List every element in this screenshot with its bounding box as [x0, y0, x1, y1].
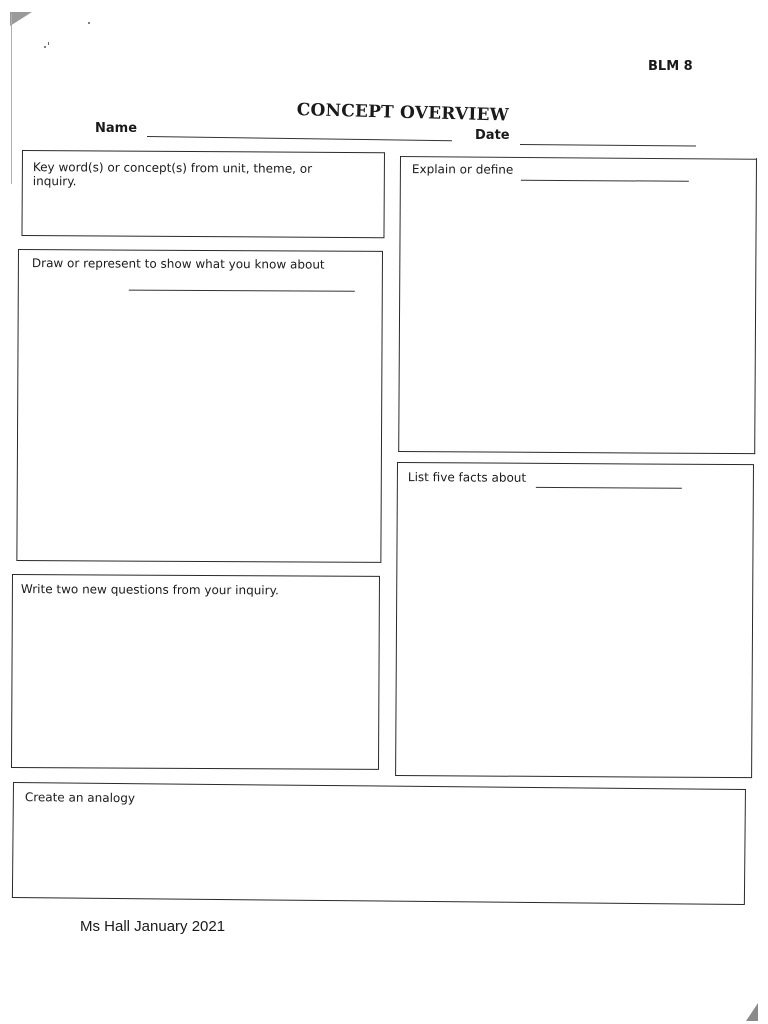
draw-box[interactable] [16, 249, 383, 563]
date-line[interactable] [520, 144, 696, 147]
footer-credit: Ms Hall January 2021 [80, 918, 226, 935]
page-corner-mark [746, 1003, 758, 1021]
draw-prompt: Draw or represent to show what you know about [31, 256, 325, 272]
explain-box[interactable] [398, 156, 757, 454]
scan-speck [48, 42, 49, 45]
page-corner-fold [10, 12, 32, 26]
scan-speck [88, 22, 90, 24]
page-title: CONCEPT OVERVIEW [296, 100, 510, 126]
draw-topic-line[interactable] [129, 290, 355, 292]
facts-prompt: List five facts about [407, 470, 527, 485]
keywords-box[interactable] [21, 150, 385, 238]
keywords-prompt: Key word(s) or concept(s) from unit, theme, or inquiry. [32, 160, 313, 189]
questions-box[interactable] [11, 574, 380, 770]
page-edge-shadow [11, 14, 12, 184]
analogy-box[interactable] [12, 782, 746, 905]
worksheet-code: BLM 8 [648, 59, 693, 74]
analogy-prompt: Create an analogy [24, 790, 136, 806]
date-label: Date [475, 128, 510, 143]
facts-box[interactable] [395, 462, 754, 778]
facts-topic-line[interactable] [536, 487, 682, 489]
explain-prompt: Explain or define [411, 162, 514, 177]
name-label: Name [95, 121, 138, 136]
name-line[interactable] [147, 136, 452, 141]
questions-prompt: Write two new questions from your inquiry. [20, 582, 279, 598]
scan-speck [44, 46, 46, 48]
explain-topic-line[interactable] [521, 180, 689, 182]
